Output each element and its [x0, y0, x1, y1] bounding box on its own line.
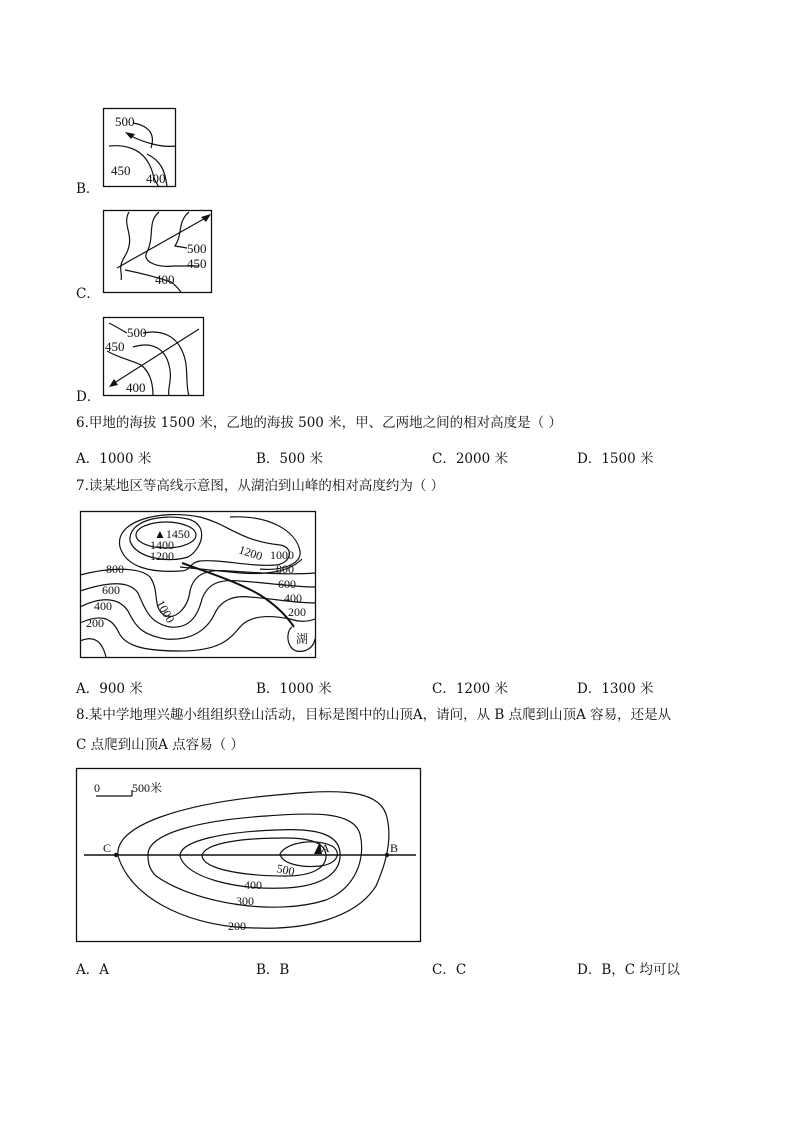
peak-a-label: A — [321, 841, 330, 855]
contour-label: 800 — [106, 562, 124, 576]
contour-label-500: 500 — [127, 325, 147, 340]
contour-label: 800 — [276, 562, 294, 576]
contour-label: 600 — [278, 577, 296, 591]
q6-option-a[interactable]: A．1000 米 — [76, 451, 152, 467]
contour-label-400: 400 — [146, 171, 166, 186]
q8-option-b[interactable]: B．B — [256, 962, 290, 978]
point-b-label: B — [390, 841, 399, 855]
q7-option-d[interactable]: D．1300 米 — [577, 681, 654, 697]
q7-option-c[interactable]: C．1200 米 — [432, 681, 508, 697]
contour-label: 200 — [86, 616, 104, 630]
lake-label: 湖 — [296, 632, 309, 646]
option-b-contour-map — [103, 108, 177, 188]
q7-option-a[interactable]: A．900 米 — [76, 681, 143, 697]
scale-label: 500米 — [132, 781, 163, 795]
contour-label-400: 400 — [155, 272, 175, 287]
option-d-label: D． — [76, 389, 101, 405]
contour-label-400: 400 — [126, 380, 146, 395]
contour-label: 200 — [288, 605, 306, 619]
option-b-label: B． — [76, 181, 100, 197]
q8-option-c[interactable]: C．C — [432, 962, 467, 978]
option-d-contour-map — [103, 317, 205, 397]
contour-label-500: 500 — [115, 114, 135, 129]
contour-label-300: 300 — [236, 894, 254, 908]
contour-label-450: 450 — [105, 339, 125, 354]
contour-label: 600 — [102, 583, 120, 597]
q8-option-d[interactable]: D．B，C 均可以 — [577, 962, 680, 978]
question-6-text: 6.甲地的海拔 1500 米，乙地的海拔 500 米，甲、乙两地之间的相对高度是（ ） — [76, 415, 562, 431]
contour-label-450: 450 — [111, 163, 131, 178]
contour-label: 400 — [94, 599, 112, 613]
contour-label-500: 500 — [187, 241, 207, 256]
question-8-text-line2: C 点爬到山顶A 点容易（ ） — [76, 737, 244, 753]
q7-contour-map — [80, 511, 317, 659]
contour-label: 1000 — [270, 548, 294, 562]
contour-label: 1400 — [150, 538, 174, 552]
contour-label-450: 450 — [187, 256, 207, 271]
peak-elevation-label: ▲1450 — [154, 527, 190, 541]
contour-label: 1000 — [153, 597, 178, 626]
option-c-contour-map — [103, 210, 213, 294]
q7-option-b[interactable]: B．1000 米 — [256, 681, 332, 697]
q6-option-b[interactable]: B．500 米 — [256, 451, 323, 467]
option-c-label: C． — [76, 286, 100, 302]
contour-label-200: 200 — [228, 919, 246, 933]
q6-option-c[interactable]: C．2000 米 — [432, 451, 508, 467]
contour-label: 1200 — [150, 549, 174, 563]
scale-zero: 0 — [94, 781, 100, 795]
question-8-text-line1: 8.某中学地理兴趣小组组织登山活动，目标是图中的山顶A，请问，从 B 点爬到山顶A 容易，还是从 — [76, 707, 672, 723]
contour-label: 1200 — [237, 542, 265, 564]
q8-option-a[interactable]: A．A — [76, 962, 109, 978]
contour-label-400: 400 — [244, 878, 262, 892]
question-7-text: 7.读某地区等高线示意图，从湖泊到山峰的相对高度约为（ ） — [76, 478, 445, 494]
point-c-label: C — [103, 841, 112, 855]
q6-option-d[interactable]: D．1500 米 — [577, 451, 654, 467]
contour-label: 400 — [284, 591, 302, 605]
contour-label-500: 500 — [275, 861, 296, 879]
q8-contour-map — [76, 768, 422, 943]
